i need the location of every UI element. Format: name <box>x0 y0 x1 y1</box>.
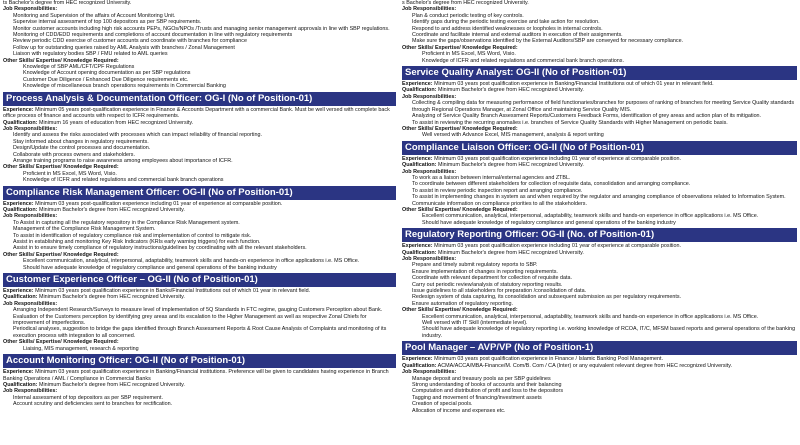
list-item: • Respond to and address identified weaknesses or loopholes in internal controls. <box>412 26 797 32</box>
job-responsibilities-label: Job Responsibilities: <box>3 213 58 220</box>
list-item: • Coordinate and facilitate internal and external auditors in execution of their assignments. <box>412 32 797 38</box>
section-header: Regulatory Reporting Officer: OG-II (No. of Position-01) <box>402 228 797 242</box>
qualification-text: Qualification: Minimum Bachelor's degree from HEC recognized University. <box>402 162 584 169</box>
qualification-text: s Bachelor's degree from HEC recognized University. <box>402 0 529 6</box>
list-item: • Customer Due Diligence / Enhanced Due Diligence requirements etc. <box>23 77 396 83</box>
experience-text: Experience: Minimum 03 years post qualification experience in Finance / Islamic Banking Pool Management. <box>402 356 663 363</box>
list-item: • Excellent communication, analytical, interpersonal, adaptability, teamwork skills and hands-on experience in office applications i.e. MS Office. <box>422 314 797 320</box>
responsibilities-list <box>3 132 396 164</box>
qualification-text: ts Bachelor's degree from HEC recognized University. <box>3 0 132 6</box>
list-item: • Collaborate with process owners and stakeholders. <box>13 152 396 158</box>
responsibilities-list <box>402 100 797 126</box>
section-header: Compliance Risk Management Officer: OG-II (No of Position-01) <box>3 186 396 200</box>
list-item: • Collecting & compiling data for measuring performance of field functionaries/branches for purposes of ranking of branches for meeting Service Quality standards through Regional Operations Manager, at Zonal Office and maintaining Service Quality MIS. <box>412 100 797 113</box>
list-item: • Ensure implementation of changes in reporting requirements. <box>412 269 797 275</box>
other-skills-label: Other Skills/ Expertise/ Knowledge Required: <box>3 57 119 64</box>
list-item: • Review periodic CDD exercise of customer accounts and coordinate with branches for compliance <box>13 38 396 44</box>
list-item: • Manage deposit and treasury pools as per SBP guidelines <box>412 376 797 382</box>
responsibilities-list <box>402 175 797 207</box>
list-item: • Liaison with regulatory bodies SBP / FMU related to AML queries <box>13 51 396 57</box>
experience-text: Experience: Minimum 03 years post qualification experience in Banks/Financial Institutions out of which 01 year in relevant field. <box>3 288 311 295</box>
list-item: • Should have adequate knowledge of regulatory reporting i.e. working knowledge of RCOA, IT/C, MFSM based reports and general operations of the banking industry. <box>422 326 797 339</box>
list-item: • Knowledge of SBP AML/CFT/CPF Regulations <box>23 64 396 70</box>
list-item: • To assist in review periodic inspection report and arranging compliance. <box>412 188 797 194</box>
list-item: • Plan & conduct periodic testing of key controls. <box>412 13 797 19</box>
list-item: • To assist in implementing changes in system as and when required by the regulator and arranging compliance of observations related to Information System. <box>412 194 797 200</box>
responsibilities-list <box>3 13 396 58</box>
experience-text: Experience: Minimum 05 years post-qualification experience in Finance & Accounts Department with a commercial Bank. Must be well versed with complete back office process of finance and accounts with respect to ICFR requirements. <box>3 106 390 120</box>
experience-text: Experience: Minimum 03 years post qualification experience including 01 year of experience at comparable position. <box>402 243 681 250</box>
list-item: • Arranging Independent Research/Surveys to measure level of implementation of 5Q Standards in FTC regime, gauging Customers Perception about Bank. <box>13 307 396 313</box>
list-item: • Assist in to ensure timely compliance of regulatory instructions/guidelines by coordinating with all the relevant stakeholders. <box>13 245 396 251</box>
job-responsibilities-label: Job Responsibilities: <box>402 93 457 100</box>
section-header: Service Quality Analyst: OG-II (No of Position-01) <box>402 66 797 80</box>
list-item: • Well versed with Advance Excel, MIS management, analysis & report writing <box>422 132 797 138</box>
list-item: • Knowledge of ICFR and related regulations and commercial bank branch operations. <box>422 58 797 64</box>
list-item: • Monitoring and Supervision of the affairs of Account Monitoring Unit. <box>13 13 396 19</box>
responsibilities-list <box>3 307 396 339</box>
list-item: • Excellent communication, analytical, interpersonal, adaptability, teamwork skills and hands-on experience in office applications i.e. MS Office. <box>23 258 396 264</box>
other-skills-label: Other Skills/ Expertise/ Knowledge Required: <box>402 44 518 51</box>
job-responsibilities-label: Job Responsibilities: <box>3 388 58 395</box>
skills-list <box>3 258 396 271</box>
customer-experience-section <box>3 273 396 352</box>
other-skills-label: Other Skills/ Expertise/ Knowledge Required: <box>402 307 518 314</box>
qualification-text: Qualification: Minimum Bachelor's degree from HEC recognized University. <box>3 206 185 213</box>
other-skills-label: Other Skills/ Expertise/ Knowledge Required: <box>402 125 518 132</box>
list-item: • Management of the Compliance Risk Management System. <box>13 226 396 232</box>
list-item: • Well versed with IT Skill (intermediate level). <box>422 320 797 326</box>
job-responsibilities-label: Job Responsibilities: <box>402 6 457 13</box>
list-item: • Knowledge of Account opening documentation as per SBP regulations <box>23 70 396 76</box>
list-item: • Liaising, MIS management, research & reporting <box>23 346 396 352</box>
list-item: • Assist in establishing and monitoring Key Risk Indicators (KRIs early warning triggers) for each function. <box>13 239 396 245</box>
list-item: • To work as a liaison between internal/external agencies and ZTBL. <box>412 175 797 181</box>
list-item: • Internal assessment of top depositors as per SBP requirement. <box>13 395 396 401</box>
qualification-text: Qualification: Minimum Bachelor's degree from HEC recognized University. <box>402 87 584 94</box>
list-item: • To coordinate between different stakeholders for collection of requisite data, consolidation and arranging compliance. <box>412 181 797 187</box>
skills-list <box>3 171 396 184</box>
section-header: Process Analysis & Documentation Officer: OG-I (No of Position-01) <box>3 92 396 106</box>
list-item: • Should have adequate knowledge of regulatory compliance and general operations of the banking industry <box>23 265 396 271</box>
list-item: • Monitoring of CDD/EDD requirements and completions of account documentation in line with regulatory requirements <box>13 32 396 38</box>
skills-list <box>402 132 797 138</box>
list-item: • Evaluation of the Customers perception by identifying grey areas and its escalation to the Higher Management as well as respective Zonal Chiefs for improvement of imperfections. <box>13 314 396 327</box>
responsibilities-list <box>402 376 797 414</box>
list-item: • Computation and distribution of profit and loss to the depositors <box>412 388 797 394</box>
skills-list <box>402 51 797 64</box>
list-item: • Carry out periodic review/analysis of statutory reporting results. <box>412 282 797 288</box>
list-item: • Tagging and movement of financing/investment assets <box>412 395 797 401</box>
list-item: • Monitor customer accounts including high risk accounts PEPs, NGOs/NPOs /Trusts and managing senior management approvals in line with SBP regulations. <box>13 26 396 32</box>
section-header: Pool Manager – AVP/VP (No of Position-1) <box>402 341 797 355</box>
experience-text: Experience: Minimum 03 years post qualification experience in Banking/Financial Institutions out of which 01 year in relevant field. <box>402 81 714 88</box>
job-responsibilities-label: Job Responsibilities: <box>402 369 457 376</box>
pool-manager-section <box>402 341 797 414</box>
account-monitoring-section <box>3 354 396 407</box>
job-responsibilities-label: Job Responsibilities: <box>3 300 58 307</box>
left-column <box>3 0 396 445</box>
responsibilities-list <box>402 13 797 45</box>
list-item: • Knowledge of ICFR and related regulations and commercial bank branch operations <box>23 177 396 183</box>
other-skills-label: Other Skills/ Expertise/ Knowledge Required: <box>3 251 119 258</box>
compliance-liaison-section <box>402 141 797 226</box>
list-item: • Account scrutiny and deficiencies sent to branches for rectification. <box>13 401 396 407</box>
list-item: • To assist in identification of regulatory compliance risk and implementation of control to mitigate risk. <box>13 233 396 239</box>
list-item: • Analyzing of Service Quality Branch Assessment Reports/Customers Feedback Forms, identification of grey areas and action plan of its mitigation. <box>412 113 797 119</box>
skills-list <box>402 213 797 226</box>
list-item: • Strong understanding of books of accounts and their balancing <box>412 382 797 388</box>
list-item: • Knowledge of miscellaneous branch operations requirements in Commercial Banking <box>23 83 396 89</box>
list-item: • Identify and assess the risks associated with processes which can impact reliability of financial reporting. <box>13 132 396 138</box>
qualification-text: Qualification: Minimum 16 years of education from HEC recognized University. <box>3 119 194 126</box>
regulatory-reporting-section <box>402 228 797 339</box>
list-item: • To assist in reviewing the recurring anomalies i.e. branches of Service Quality Standards with Higher Management on periodic basis. <box>412 120 797 126</box>
list-item: • Allocation of income and expenses etc. <box>412 408 797 414</box>
section-header: Account Monitoring Officer: OG-II (No of Position-01) <box>3 354 396 368</box>
list-item: • To Assist in capturing all the regulatory repository in the Compliance Risk Management system. <box>13 220 396 226</box>
list-item: • Proficient in MS Excel, MS Word, Visio. <box>23 171 396 177</box>
service-quality-section <box>402 66 797 139</box>
list-item: • Creation of special pools. <box>412 401 797 407</box>
compliance-risk-section <box>3 186 396 271</box>
job-responsibilities-label: Job Responsibilities: <box>3 6 58 13</box>
experience-text: Experience: Minimum 03 years post qualification experience including 01 year of experience at comparable position. <box>402 155 681 162</box>
list-item: • Identify gaps during the periodic testing exercise and take action for resolution. <box>412 19 797 25</box>
icfr-section-continued <box>402 0 797 64</box>
aml-section-continued <box>3 0 396 90</box>
skills-list <box>3 64 396 90</box>
list-item: • Periodical analyses, suggestion to bridge the gaps identified through Branch Assessment Reports & Root Cause Analysis of Complaints and monitoring of its execution process with integration to all concerned. <box>13 326 396 339</box>
job-responsibilities-label: Job Responsibilities: <box>3 125 58 132</box>
qualification-text: Qualification: Minimum Bachelor's degree from HEC recognized University. <box>3 381 185 388</box>
other-skills-label: Other Skills/ Expertise/ Knowledge Required: <box>402 206 518 213</box>
list-item: • Prepare and timely submit regulatory reports to SBP. <box>412 262 797 268</box>
list-item: • Redesign system of data capturing, its consolidation and subsequent submission as per regulatory requirements. <box>412 294 797 300</box>
list-item: • Coordinate with relevant department for collection of requisite data. <box>412 275 797 281</box>
qualification-text: Qualification: ACMA/ACCA/MBA-Finance/M. Com/B. Com / CA (Inter) or any equivalent relevant degree from HEC recognized University. <box>402 362 733 369</box>
section-header: Compliance Liaison Officer: OG-II (No of Position-01) <box>402 141 797 155</box>
list-item: • Issue guidelines to all stakeholders for preparation /consolidation of data. <box>412 288 797 294</box>
job-responsibilities-label: Job Responsibilities: <box>402 168 457 175</box>
process-analysis-section <box>3 92 396 184</box>
right-column <box>402 0 797 445</box>
qualification-text: Qualification: Minimum Bachelor's degree from HEC recognized University. <box>3 294 185 301</box>
list-item: • Make sure the gaps/observations identified by the External Auditors/SBP are conveyed for necessary compliance. <box>412 38 797 44</box>
experience-text: Experience: Minimum 03 years post qualification experience in Banking/Financial institutions. Preference will be given to candidates having experience in Branch Banking Operations / AML / Compliance in Commercial Banks <box>3 369 389 382</box>
qualification-text: Qualification: Minimum Bachelor's degree from HEC recognized University. <box>402 249 584 256</box>
job-responsibilities-label: Job Responsibilities: <box>402 256 457 262</box>
list-item: • Should have adequate knowledge of regulatory compliance and general operations of the banking industry <box>422 220 797 226</box>
responsibilities-list <box>3 220 396 252</box>
section-header: Customer Experience Officer – OG-II (No of Position-01) <box>3 273 396 287</box>
list-item: • Communicate information on compliance priorities to all the stakeholders. <box>412 201 797 207</box>
skills-list <box>3 346 396 352</box>
responsibilities-list <box>3 395 396 408</box>
skills-list <box>402 314 797 340</box>
list-item: • Supervise internal assessment of top 100 depositors as per SBP requirements. <box>13 19 396 25</box>
other-skills-label: Other Skills/ Expertise/ Knowledge Required: <box>3 164 119 171</box>
responsibilities-list <box>402 262 797 307</box>
list-item: • Proficient in MS Excel, MS Word, Visio. <box>422 51 797 57</box>
list-item: • Ensure automation of regulatory reporting. <box>412 301 797 307</box>
list-item: • Stay informed about changes in regulatory requirements. <box>13 139 396 145</box>
experience-text: Experience: Minimum 03 years post-qualification experience including 01 year of experience at comparable position. <box>3 200 283 207</box>
list-item: • Design/Update the control processes and documentation. <box>13 145 396 151</box>
list-item: • Follow up for outstanding queries raised by AML Analysis with branches / Zonal Management <box>13 45 396 51</box>
other-skills-label: Other Skills/ Expertise/ Knowledge Required: <box>3 339 119 346</box>
list-item: • Excellent communication, analytical, interpersonal, adaptability, teamwork skills and hands-on experience in office applications i.e. MS Office. <box>422 213 797 219</box>
list-item: • Arrange training programs to raise awareness among employees about importance of ICFR. <box>13 158 396 164</box>
